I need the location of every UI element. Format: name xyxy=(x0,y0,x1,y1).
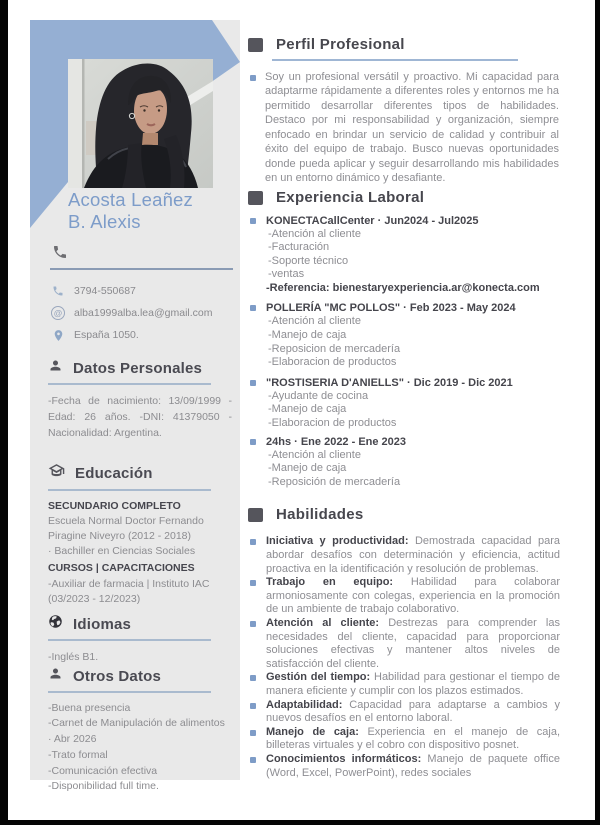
skill-description: Habilidad para colaborar armoniosamente con colegas, experiencia en la promoción de un ambiente de trabajo colaborativo. xyxy=(266,576,560,616)
section-datos-personales xyxy=(48,358,236,441)
job-duty: -Atención al cliente xyxy=(268,227,361,240)
other-line: -Trato formal xyxy=(48,748,108,761)
section-title: Educación xyxy=(75,464,153,482)
square-bullet-icon xyxy=(250,621,256,627)
name-line-1: Acosta Leañez xyxy=(68,189,193,210)
section-marker-icon xyxy=(248,508,263,522)
phone-icon xyxy=(52,244,68,260)
page-border-bottom xyxy=(0,820,600,825)
job-entry xyxy=(248,301,560,369)
square-bullet-icon xyxy=(250,75,256,81)
job-duty: -Atención al cliente xyxy=(268,315,361,328)
skill-name: Adaptabilidad: xyxy=(266,698,343,711)
language-line: -Inglés B1. xyxy=(48,650,99,663)
job-duty: -Facturación xyxy=(268,241,330,254)
contact-item-phone xyxy=(51,280,213,302)
phone-number: 3794-550687 xyxy=(74,285,136,297)
section-otros-datos xyxy=(48,666,236,795)
square-bullet-icon xyxy=(250,580,256,586)
job-title: "ROSTISERIA D'ANIELLS" · Dic 2019 - Dic 2021 xyxy=(266,376,513,389)
page-border-right xyxy=(595,0,600,825)
section-title: Datos Personales xyxy=(73,359,203,377)
skill-description: Destrezas para comprender las necesidades del cliente, capacidad para proporcionar soluciones efectivas y mantener altos niveles de satisfacción del cliente. xyxy=(266,616,560,670)
location-pin-icon xyxy=(51,328,65,342)
education-line: CURSOS | CAPACITACIONES xyxy=(48,562,195,575)
section-idiomas xyxy=(48,614,236,665)
section-header-habilidades xyxy=(248,505,560,525)
section-marker-icon xyxy=(248,191,263,205)
divider xyxy=(50,268,233,270)
square-bullet-icon xyxy=(250,730,256,736)
skill-name: Manejo de caja: xyxy=(266,725,359,738)
globe-icon xyxy=(48,614,63,634)
square-bullet-icon xyxy=(250,380,256,386)
name-line-2: B. Alexis xyxy=(68,210,141,232)
skill-item xyxy=(248,617,560,671)
skill-item xyxy=(248,576,560,617)
contact-item-address xyxy=(51,324,213,346)
square-bullet-icon xyxy=(250,675,256,681)
page-border-left xyxy=(0,0,8,825)
square-bullet-icon xyxy=(250,218,256,224)
job-duty: -Elaboracion de productos xyxy=(268,417,397,430)
job-reference: -Referencia: bienestaryexperiencia.ar@konecta.com xyxy=(266,281,540,294)
person-icon xyxy=(48,358,63,378)
personal-data-text: -Fecha de nacimiento: 13/09/1999 -Edad: 26 años. -DNI: 41379050 - Nacionalidad: Argentina. xyxy=(48,394,232,439)
profile-photo xyxy=(68,59,213,188)
section-title: Otros Datos xyxy=(73,667,162,685)
job-duty: -Reposicion de mercadería xyxy=(268,342,401,355)
job-entry xyxy=(248,376,560,431)
section-title: Habilidades xyxy=(276,506,364,524)
skill-name: Atención al cliente: xyxy=(266,616,380,629)
job-title: 24hs · Ene 2022 - Ene 2023 xyxy=(266,435,407,448)
job-duty: -Ayudante de cocina xyxy=(268,389,369,402)
divider xyxy=(48,691,211,693)
education-line: · Bachiller en Ciencias Sociales xyxy=(48,545,196,558)
education-line: (03/2023 - 12/2023) xyxy=(48,592,141,605)
contact-list xyxy=(51,280,213,346)
section-header-perfil xyxy=(248,35,560,55)
job-title: KONECTACallCenter · Jun2024 - Jul2025 xyxy=(266,214,479,227)
job-duty: -Soporte técnico xyxy=(268,254,349,267)
job-duty: -ventas xyxy=(268,268,305,281)
job-title: POLLERÍA "MC POLLOS" · Feb 2023 - May 2024 xyxy=(266,302,516,315)
job-entry xyxy=(248,214,560,296)
square-bullet-icon xyxy=(250,539,256,545)
divider xyxy=(48,639,211,641)
other-line: · Abr 2026 xyxy=(48,733,97,746)
skill-description: Habilidad para gestionar el tiempo de manera eficiente y cumplir con los plazos estimados. xyxy=(266,671,560,697)
skill-name: Iniciativa y productividad: xyxy=(266,535,409,548)
section-title: Perfil Profesional xyxy=(276,36,405,53)
profile-text: Soy un profesional versátil y proactivo. Mi capacidad para adaptarme rápidamente a diferentes roles y entornos me ha permitido desarrollar diferentes tipos de habilidades. Destaco por mi responsabilidad y organización, siempre enfocado en brindar un servicio de calidad y contribuir al éxito del equipo de trabajo. Busco nuevas oportunidades donde pueda aplicar y seguir desarrollando mis habilidades en un entorno dinámico y desafiante. xyxy=(265,70,559,184)
skill-name: Conocimientos informáticos: xyxy=(266,752,422,765)
skill-name: Gestión del tiempo: xyxy=(266,671,371,684)
person-name xyxy=(68,189,193,232)
job-entry xyxy=(248,435,560,490)
main-column xyxy=(248,30,560,780)
job-duty: -Reposición de mercadería xyxy=(268,475,401,488)
sidebar xyxy=(30,20,240,793)
other-line: -Comunicación efectiva xyxy=(48,764,158,777)
job-duty: -Atención al cliente xyxy=(268,448,361,461)
job-duty: -Manejo de caja xyxy=(268,403,347,416)
divider xyxy=(48,383,211,385)
section-title: Experiencia Laboral xyxy=(276,188,425,206)
job-duty: -Manejo de caja xyxy=(268,329,347,342)
divider xyxy=(48,489,211,491)
square-bullet-icon xyxy=(250,757,256,763)
square-bullet-icon xyxy=(250,305,256,311)
skill-item xyxy=(248,535,560,576)
skill-description: Experiencia en el manejo de caja, billeteras virtuales y el cobro con dispositivo posnet. xyxy=(266,725,560,752)
skill-name: Trabajo en equipo: xyxy=(266,576,394,589)
address-text: España 1050. xyxy=(74,329,139,341)
skill-description: Capacidad para adaptarse a cambios y nuevos desafíos en el entorno laboral. xyxy=(266,698,560,725)
other-line: -Buena presencia xyxy=(48,701,131,714)
skill-item xyxy=(248,699,560,726)
square-bullet-icon xyxy=(250,439,256,445)
job-duty: -Elaboracion de productos xyxy=(268,356,397,369)
square-bullet-icon xyxy=(250,703,256,709)
at-icon: @ xyxy=(51,306,65,320)
other-line: -Disponibilidad full time. xyxy=(48,780,159,793)
section-header-experiencia xyxy=(248,188,560,208)
profile-paragraph xyxy=(248,70,560,186)
skill-description: Manejo de paquete office (Word, Excel, PowerPoint), redes sociales xyxy=(266,752,560,779)
job-duty: -Manejo de caja xyxy=(268,462,347,475)
skill-description: Demostrada capacidad para abordar desafíos con determinación y eficiencia, actitud proactiva en la identificación y resolución de problemas. xyxy=(266,535,560,575)
graduation-cap-icon xyxy=(48,462,65,484)
education-line: SECUNDARIO COMPLETO xyxy=(48,499,181,512)
section-educacion xyxy=(48,462,236,607)
section-title: Idiomas xyxy=(73,615,132,633)
person-icon xyxy=(48,666,63,686)
education-line: Piragine Niveyro (2012 - 2018) xyxy=(48,529,191,542)
skill-item xyxy=(248,671,560,698)
divider xyxy=(272,59,518,61)
phone-receiver-icon xyxy=(51,284,65,298)
education-line: Escuela Normal Doctor Fernando xyxy=(48,514,204,527)
other-line: -Carnet de Manipulación de alimentos xyxy=(48,717,225,730)
skill-item xyxy=(248,726,560,753)
email-address: alba1999alba.lea@gmail.com xyxy=(74,307,213,319)
section-marker-icon xyxy=(248,38,263,52)
skill-item xyxy=(248,753,560,780)
education-line: -Auxiliar de farmacia | Instituto IAC xyxy=(48,577,210,590)
contact-item-email xyxy=(51,302,213,324)
